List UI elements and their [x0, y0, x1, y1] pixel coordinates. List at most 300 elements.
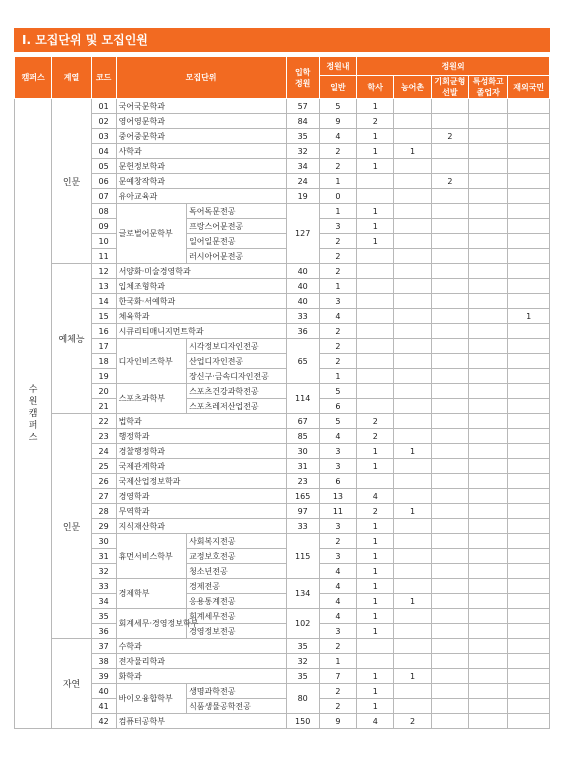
header-code: 코드 [91, 57, 116, 99]
table-row [15, 129, 550, 144]
opportunity-cell [431, 354, 468, 369]
unit-cell: 한국화·서예학과 [116, 294, 286, 309]
overseas-cell [508, 174, 550, 189]
quota-total-cell: 80 [286, 684, 319, 714]
general-cell: 6 [319, 399, 356, 414]
specialized-cell [469, 564, 508, 579]
overseas-cell [508, 549, 550, 564]
code-cell: 14 [91, 294, 116, 309]
bachelor-cell [357, 294, 394, 309]
farming-cell [394, 174, 431, 189]
specialized-cell [469, 189, 508, 204]
general-cell: 3 [319, 219, 356, 234]
quota-total-cell: 150 [286, 714, 319, 729]
overseas-cell [508, 714, 550, 729]
opportunity-cell [431, 99, 468, 114]
opportunity-cell [431, 669, 468, 684]
table-row [15, 144, 550, 159]
unit-cell: 서양화·미술경영학과 [116, 264, 286, 279]
admission-table [14, 56, 550, 729]
general-cell: 2 [319, 684, 356, 699]
specialized-cell [469, 579, 508, 594]
quota-total-cell: 31 [286, 459, 319, 474]
farming-cell [394, 639, 431, 654]
table-row [15, 279, 550, 294]
overseas-cell [508, 414, 550, 429]
specialized-cell [469, 159, 508, 174]
table-row [15, 219, 550, 234]
opportunity-cell [431, 264, 468, 279]
table-row [15, 264, 550, 279]
unit-cell: 휴먼서비스학부 [116, 534, 186, 579]
specialized-cell [469, 609, 508, 624]
code-cell: 10 [91, 234, 116, 249]
general-cell: 2 [319, 324, 356, 339]
major-cell: 러시아어문전공 [187, 249, 287, 264]
opportunity-cell [431, 474, 468, 489]
general-cell: 6 [319, 474, 356, 489]
table-row [15, 444, 550, 459]
unit-cell: 중어중문학과 [116, 129, 286, 144]
table-row [15, 654, 550, 669]
opportunity-cell [431, 219, 468, 234]
quota-total-cell: 57 [286, 99, 319, 114]
overseas-cell [508, 459, 550, 474]
table-row [15, 549, 550, 564]
quota-total-cell: 134 [286, 579, 319, 609]
quota-total-cell: 165 [286, 489, 319, 504]
code-cell: 29 [91, 519, 116, 534]
unit-cell: 화학과 [116, 669, 286, 684]
unit-cell: 바이오융합학부 [116, 684, 186, 714]
farming-cell [394, 399, 431, 414]
opportunity-cell [431, 324, 468, 339]
bachelor-cell: 1 [357, 609, 394, 624]
general-cell: 1 [319, 654, 356, 669]
group-cell: 인문 [52, 99, 91, 264]
specialized-cell [469, 639, 508, 654]
general-cell: 1 [319, 204, 356, 219]
farming-cell: 1 [394, 504, 431, 519]
quota-total-cell: 19 [286, 189, 319, 204]
general-cell: 3 [319, 294, 356, 309]
code-cell: 06 [91, 174, 116, 189]
opportunity-cell [431, 414, 468, 429]
bachelor-cell [357, 279, 394, 294]
code-cell: 12 [91, 264, 116, 279]
specialized-cell [469, 219, 508, 234]
farming-cell [394, 129, 431, 144]
code-cell: 22 [91, 414, 116, 429]
farming-cell [394, 489, 431, 504]
quota-total-cell: 32 [286, 654, 319, 669]
overseas-cell [508, 429, 550, 444]
general-cell: 0 [319, 189, 356, 204]
overseas-cell [508, 669, 550, 684]
opportunity-cell [431, 504, 468, 519]
header-specialized [469, 76, 508, 99]
specialized-cell [469, 624, 508, 639]
specialized-cell [469, 654, 508, 669]
unit-cell: 사학과 [116, 144, 286, 159]
header-quota-total-line1: 입학 [294, 67, 311, 77]
general-cell: 3 [319, 624, 356, 639]
bachelor-cell [357, 264, 394, 279]
major-cell: 산업디자인전공 [187, 354, 287, 369]
code-cell: 11 [91, 249, 116, 264]
unit-cell: 문예창작학과 [116, 174, 286, 189]
general-cell: 11 [319, 504, 356, 519]
table-row [15, 384, 550, 399]
bachelor-cell: 1 [357, 204, 394, 219]
code-cell: 42 [91, 714, 116, 729]
unit-cell: 글로벌어문학부 [116, 204, 186, 264]
unit-cell: 시큐리티매니지먼트학과 [116, 324, 286, 339]
bachelor-cell: 1 [357, 579, 394, 594]
farming-cell [394, 699, 431, 714]
opportunity-cell [431, 384, 468, 399]
general-cell: 5 [319, 414, 356, 429]
table-row [15, 474, 550, 489]
bachelor-cell [357, 339, 394, 354]
table-row [15, 324, 550, 339]
specialized-cell [469, 459, 508, 474]
bachelor-cell [357, 309, 394, 324]
major-cell: 청소년전공 [187, 564, 287, 579]
farming-cell [394, 414, 431, 429]
quota-total-cell: 40 [286, 264, 319, 279]
code-cell: 16 [91, 324, 116, 339]
campus-char: 퍼 [28, 420, 38, 431]
opportunity-cell [431, 189, 468, 204]
table-row [15, 159, 550, 174]
code-cell: 20 [91, 384, 116, 399]
overseas-cell [508, 579, 550, 594]
unit-cell: 행정학과 [116, 429, 286, 444]
bachelor-cell [357, 189, 394, 204]
quota-total-cell: 36 [286, 324, 319, 339]
major-cell: 식품생물공학전공 [187, 699, 287, 714]
table-row [15, 369, 550, 384]
overseas-cell [508, 264, 550, 279]
bachelor-cell: 1 [357, 549, 394, 564]
bachelor-cell: 2 [357, 429, 394, 444]
major-cell: 시각정보디자인전공 [187, 339, 287, 354]
specialized-cell [469, 144, 508, 159]
opportunity-cell [431, 699, 468, 714]
farming-cell [394, 609, 431, 624]
opportunity-cell [431, 339, 468, 354]
specialized-cell [469, 294, 508, 309]
general-cell: 1 [319, 174, 356, 189]
code-cell: 08 [91, 204, 116, 219]
opportunity-cell [431, 564, 468, 579]
bachelor-cell: 1 [357, 444, 394, 459]
table-row [15, 489, 550, 504]
overseas-cell [508, 189, 550, 204]
unit-cell: 법학과 [116, 414, 286, 429]
bachelor-cell [357, 474, 394, 489]
code-cell: 27 [91, 489, 116, 504]
opportunity-cell [431, 654, 468, 669]
campus-char: 수 [28, 384, 38, 395]
opportunity-cell [431, 609, 468, 624]
table-row [15, 519, 550, 534]
overseas-cell [508, 504, 550, 519]
opportunity-cell [431, 144, 468, 159]
farming-cell [394, 684, 431, 699]
table-row [15, 249, 550, 264]
overseas-cell [508, 129, 550, 144]
quota-total-cell: 115 [286, 534, 319, 579]
farming-cell [394, 564, 431, 579]
farming-cell: 1 [394, 144, 431, 159]
code-cell: 15 [91, 309, 116, 324]
unit-cell: 경찰행정학과 [116, 444, 286, 459]
general-cell: 4 [319, 309, 356, 324]
opportunity-cell [431, 534, 468, 549]
code-cell: 02 [91, 114, 116, 129]
general-cell: 4 [319, 564, 356, 579]
farming-cell [394, 339, 431, 354]
header-quota-total [286, 57, 319, 99]
farming-cell [394, 369, 431, 384]
header-bachelor: 학사 [357, 76, 394, 99]
bachelor-cell: 2 [357, 114, 394, 129]
specialized-cell [469, 549, 508, 564]
overseas-cell [508, 339, 550, 354]
major-cell: 장신구·금속디자인전공 [187, 369, 287, 384]
unit-cell: 체육학과 [116, 309, 286, 324]
specialized-cell [469, 714, 508, 729]
specialized-cell [469, 324, 508, 339]
overseas-cell [508, 639, 550, 654]
overseas-cell [508, 699, 550, 714]
quota-total-cell: 33 [286, 309, 319, 324]
bachelor-cell: 2 [357, 504, 394, 519]
overseas-cell [508, 234, 550, 249]
specialized-cell [469, 354, 508, 369]
group-cell: 자연 [52, 639, 91, 729]
table-row [15, 414, 550, 429]
header-general: 일반 [319, 76, 356, 99]
campus-cell [15, 99, 52, 729]
opportunity-cell [431, 639, 468, 654]
code-cell: 09 [91, 219, 116, 234]
general-cell: 3 [319, 459, 356, 474]
quota-total-cell: 114 [286, 384, 319, 414]
table-row [15, 99, 550, 114]
overseas-cell [508, 369, 550, 384]
table-row [15, 594, 550, 609]
code-cell: 04 [91, 144, 116, 159]
table-row [15, 684, 550, 699]
farming-cell: 1 [394, 594, 431, 609]
code-cell: 38 [91, 654, 116, 669]
opportunity-cell: 2 [431, 129, 468, 144]
table-header [15, 57, 550, 99]
overseas-cell [508, 594, 550, 609]
unit-cell: 전자물리학과 [116, 654, 286, 669]
major-cell: 독어독문전공 [187, 204, 287, 219]
header-quota-total-line2: 정원 [294, 78, 311, 88]
header-specialized-line1: 특성화고 [472, 77, 504, 86]
general-cell: 2 [319, 339, 356, 354]
header-specialized-line2: 졸업자 [476, 88, 500, 97]
overseas-cell [508, 564, 550, 579]
overseas-cell [508, 204, 550, 219]
opportunity-cell [431, 429, 468, 444]
unit-cell: 국제산업정보학과 [116, 474, 286, 489]
general-cell: 2 [319, 639, 356, 654]
code-cell: 05 [91, 159, 116, 174]
table-row [15, 174, 550, 189]
farming-cell [394, 654, 431, 669]
campus-char: 원 [28, 396, 38, 407]
farming-cell [394, 534, 431, 549]
bachelor-cell [357, 639, 394, 654]
bachelor-cell [357, 384, 394, 399]
unit-cell: 회계세무·경영정보학부 [116, 609, 186, 639]
major-cell: 프랑스어문전공 [187, 219, 287, 234]
opportunity-cell [431, 519, 468, 534]
major-cell: 스포츠레저산업전공 [187, 399, 287, 414]
specialized-cell [469, 234, 508, 249]
specialized-cell [469, 369, 508, 384]
general-cell: 2 [319, 264, 356, 279]
unit-cell: 지식재산학과 [116, 519, 286, 534]
code-cell: 34 [91, 594, 116, 609]
code-cell: 23 [91, 429, 116, 444]
bachelor-cell: 1 [357, 699, 394, 714]
quota-total-cell: 35 [286, 669, 319, 684]
code-cell: 41 [91, 699, 116, 714]
unit-cell: 경영학과 [116, 489, 286, 504]
farming-cell: 1 [394, 669, 431, 684]
major-cell: 일어일문전공 [187, 234, 287, 249]
unit-cell: 디자인비즈학부 [116, 339, 186, 384]
code-cell: 21 [91, 399, 116, 414]
major-cell: 생명과학전공 [187, 684, 287, 699]
table-row [15, 429, 550, 444]
campus-char: 캠 [28, 408, 38, 419]
farming-cell [394, 624, 431, 639]
bachelor-cell: 1 [357, 669, 394, 684]
opportunity-cell [431, 279, 468, 294]
overseas-cell [508, 279, 550, 294]
specialized-cell [469, 204, 508, 219]
general-cell: 7 [319, 669, 356, 684]
farming-cell [394, 264, 431, 279]
specialized-cell [469, 264, 508, 279]
overseas-cell [508, 609, 550, 624]
code-cell: 19 [91, 369, 116, 384]
overseas-cell [508, 684, 550, 699]
major-cell: 교정보호전공 [187, 549, 287, 564]
specialized-cell [469, 249, 508, 264]
bachelor-cell: 1 [357, 99, 394, 114]
general-cell: 9 [319, 714, 356, 729]
opportunity-cell [431, 399, 468, 414]
table-row [15, 534, 550, 549]
table-row [15, 339, 550, 354]
specialized-cell [469, 534, 508, 549]
quota-total-cell: 33 [286, 519, 319, 534]
code-cell: 28 [91, 504, 116, 519]
specialized-cell [469, 174, 508, 189]
quota-total-cell: 35 [286, 639, 319, 654]
overseas-cell [508, 249, 550, 264]
farming-cell [394, 354, 431, 369]
farming-cell [394, 99, 431, 114]
opportunity-cell [431, 204, 468, 219]
general-cell: 2 [319, 354, 356, 369]
specialized-cell [469, 99, 508, 114]
farming-cell [394, 279, 431, 294]
opportunity-cell [431, 459, 468, 474]
table-row [15, 669, 550, 684]
unit-cell: 컴퓨터공학부 [116, 714, 286, 729]
table-row [15, 609, 550, 624]
bachelor-cell: 4 [357, 714, 394, 729]
header-campus: 캠퍼스 [15, 57, 52, 99]
admission-table-wrapper [14, 56, 550, 729]
bachelor-cell: 1 [357, 459, 394, 474]
code-cell: 13 [91, 279, 116, 294]
general-cell: 4 [319, 594, 356, 609]
code-cell: 03 [91, 129, 116, 144]
quota-total-cell: 40 [286, 279, 319, 294]
code-cell: 17 [91, 339, 116, 354]
code-cell: 35 [91, 609, 116, 624]
bachelor-cell [357, 399, 394, 414]
code-cell: 01 [91, 99, 116, 114]
bachelor-cell: 1 [357, 159, 394, 174]
overseas-cell [508, 624, 550, 639]
quota-total-cell: 30 [286, 444, 319, 459]
overseas-cell [508, 654, 550, 669]
code-cell: 32 [91, 564, 116, 579]
farming-cell [394, 234, 431, 249]
opportunity-cell [431, 714, 468, 729]
header-group: 계열 [52, 57, 91, 99]
header-inside-quota: 정원내 [319, 57, 356, 76]
general-cell: 9 [319, 114, 356, 129]
specialized-cell [469, 519, 508, 534]
general-cell: 1 [319, 279, 356, 294]
major-cell: 회계세무전공 [187, 609, 287, 624]
code-cell: 30 [91, 534, 116, 549]
opportunity-cell [431, 624, 468, 639]
specialized-cell [469, 309, 508, 324]
general-cell: 4 [319, 129, 356, 144]
quota-total-cell: 85 [286, 429, 319, 444]
code-cell: 25 [91, 459, 116, 474]
quota-total-cell: 35 [286, 129, 319, 144]
farming-cell [394, 474, 431, 489]
code-cell: 18 [91, 354, 116, 369]
general-cell: 2 [319, 249, 356, 264]
specialized-cell [469, 399, 508, 414]
unit-cell: 유아교육과 [116, 189, 286, 204]
table-row [15, 504, 550, 519]
specialized-cell [469, 669, 508, 684]
table-row [15, 204, 550, 219]
quota-total-cell: 67 [286, 414, 319, 429]
farming-cell [394, 579, 431, 594]
specialized-cell [469, 414, 508, 429]
general-cell: 3 [319, 549, 356, 564]
